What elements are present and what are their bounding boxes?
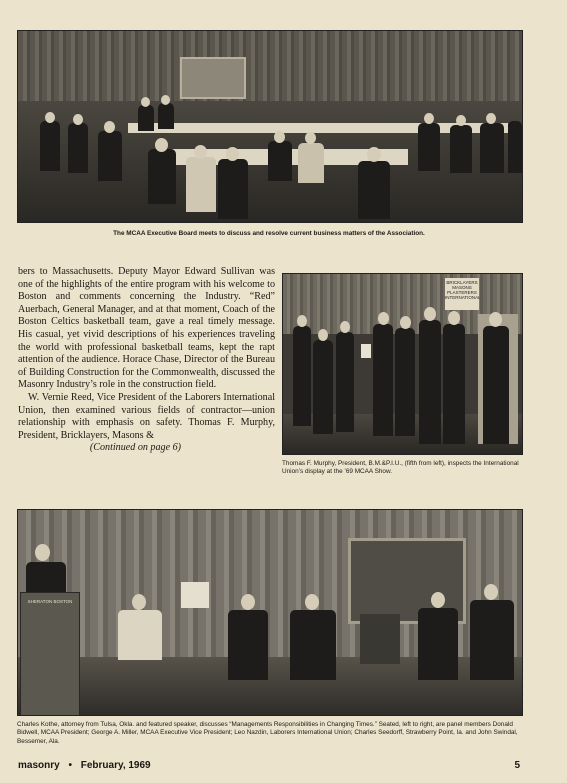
person-head — [155, 138, 168, 152]
person — [419, 320, 441, 444]
panelist-head — [305, 594, 319, 610]
person-head — [486, 113, 496, 124]
person — [418, 123, 440, 171]
person — [313, 340, 333, 434]
person-head — [194, 145, 207, 159]
person-head — [45, 112, 55, 123]
person — [186, 157, 216, 212]
display-card — [361, 344, 371, 358]
person — [98, 131, 122, 181]
person-head — [340, 321, 350, 333]
person-head — [226, 147, 239, 161]
person-head — [489, 312, 502, 327]
panelist — [470, 600, 514, 680]
stage-lamp — [181, 582, 209, 608]
person — [158, 103, 174, 129]
person — [40, 121, 60, 171]
panelist-head — [132, 594, 146, 610]
person — [480, 123, 504, 173]
display-sign: BRICKLAYERS MASONS PLASTERERS INTERNATIONAL — [445, 278, 479, 310]
continued-notice: (Continued on page 6) — [89, 442, 181, 454]
person-head — [424, 113, 434, 124]
person — [358, 161, 390, 219]
person — [68, 123, 88, 173]
panelist — [290, 610, 336, 680]
issue-date: February, 1969 — [80, 760, 151, 771]
photo-wall-panel — [180, 57, 246, 99]
speaker-head — [35, 544, 50, 561]
person-head — [318, 329, 328, 341]
person-head — [104, 121, 115, 133]
person — [508, 121, 522, 173]
article-paragraph: W. Vernie Reed, Vice President of the Laborers International Union, then examined various fields of contractor—union relationship with emphasis on safety. Thomas F. Murphy, President, Bricklayers, Masons & — [18, 391, 275, 441]
footer-bullet: • — [68, 760, 72, 771]
person-head — [305, 132, 316, 144]
photo-union-display-caption: Thomas F. Murphy, President, B.M.&P.I.U., (fifth from left), inspects the International Union’s display at the ’69 MCAA Show. — [282, 460, 519, 476]
person-head — [456, 115, 466, 126]
page-number: 5 — [514, 760, 520, 771]
article-paragraph: bers to Massachusetts. Deputy Mayor Edward Sullivan was one of the highlights of the entire program with his welcome to Boston and comments concerning the Industry. “Red” Auerbach, General Manager, and at that moment, Coach of the Boston Celtics basketball team, gave a real timely message. His casual, yet vivid descriptions of his experiences traveling the world with professional basketball teams, kept the rapt attention of the audience. Horace Chase, Director of the Bureau of Building Construction for the Commonwealth, discussed the Masonry Industry’s role in the construction field. — [18, 266, 276, 391]
podium — [20, 592, 80, 716]
person-head — [448, 311, 460, 325]
person-head — [378, 312, 389, 325]
person — [218, 159, 248, 219]
person — [138, 105, 154, 131]
person — [373, 324, 393, 436]
person-head — [367, 147, 381, 162]
person — [148, 149, 176, 204]
person-head — [274, 131, 285, 143]
panelist — [418, 608, 458, 680]
panelist-head — [241, 594, 255, 610]
person — [483, 326, 509, 444]
speaker — [26, 562, 66, 592]
article-body — [18, 266, 275, 455]
photo-executive-board — [17, 30, 523, 223]
person — [268, 141, 292, 181]
person — [293, 326, 311, 426]
person-head — [400, 316, 411, 329]
photo-panel-discussion — [17, 509, 523, 716]
person-head — [297, 315, 307, 327]
person — [395, 328, 415, 436]
person-head — [161, 95, 170, 105]
person-head — [424, 307, 436, 321]
page-footer — [18, 760, 520, 771]
panelist — [118, 610, 162, 660]
photo-panel-discussion-caption: Charles Kothe, attorney from Tulsa, Okla. and featured speaker, discusses “Managements Responsibilities in Changing Times.” Seated, left to right, are panel members Donald Bidwell, MCAA President; George A. Miller, MCAA Executive Vice President; Leo Nazdin, Laborers International Union; Charles Seedorff, Strawberry Point, Ia. and John Swindal, Bessemer, Ala. — [17, 721, 518, 745]
photo-background-wall — [18, 31, 522, 101]
panelist — [228, 610, 268, 680]
person — [450, 125, 472, 173]
magazine-name: masonry — [18, 760, 60, 771]
photo-executive-board-caption: The MCAA Executive Board meets to discuss and resolve current business matters of the Association. — [113, 230, 425, 237]
empty-chair — [360, 614, 400, 664]
photo-union-display — [282, 273, 523, 455]
person — [298, 143, 324, 183]
panelist-head — [431, 592, 445, 608]
person-head — [141, 97, 150, 107]
person-head — [73, 114, 83, 125]
panelist-head — [484, 584, 498, 600]
podium-sign: SHERATON BOSTON — [27, 599, 73, 604]
person — [336, 332, 354, 432]
person — [443, 324, 465, 444]
